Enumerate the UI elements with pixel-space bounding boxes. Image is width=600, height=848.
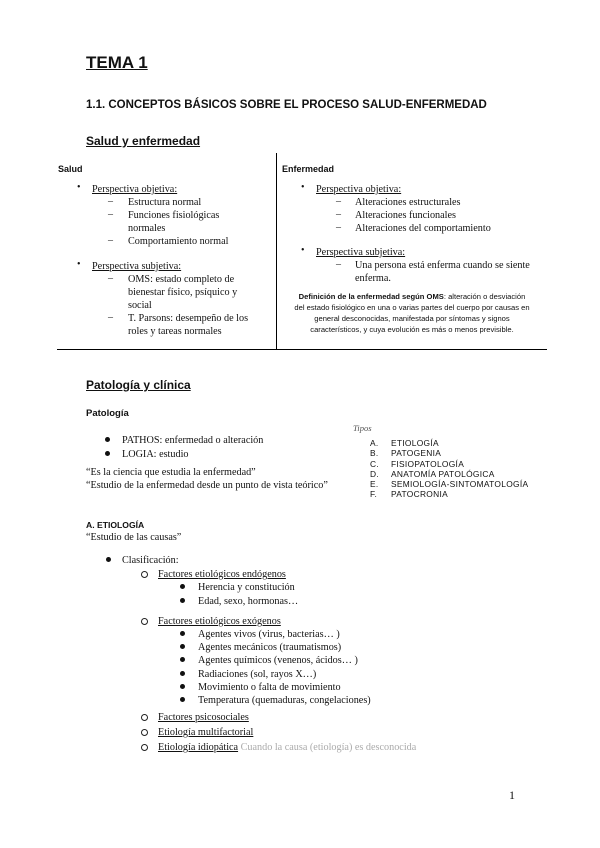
dash-icon: – (336, 222, 341, 233)
tipo-item: PATOGENIA (391, 448, 442, 459)
section-heading-1-1: 1.1. CONCEPTOS BÁSICOS SOBRE EL PROCESO SALUD-ENFERMEDAD (86, 99, 487, 111)
tipo-item: ETIOLOGÍA (391, 438, 439, 448)
definicion-line: del estado fisiológico en una o varias partes del cuerpo por causas en (294, 303, 530, 312)
dash-icon: – (108, 312, 113, 323)
page-title: TEMA 1 (86, 53, 148, 72)
tipo-letter: B. (370, 448, 379, 459)
dash-icon: – (336, 196, 341, 207)
etiologia-heading: A. ETIOLOGÍA (86, 520, 145, 530)
exogenos-item: Radiaciones (sol, rayos X…) (198, 669, 317, 680)
patologia-quote: “Estudio de la enfermedad desde un punto de vista teórico” (86, 480, 328, 491)
salud-label: Salud (58, 164, 83, 174)
bullet-icon: • (301, 245, 305, 256)
bullet-icon: • (77, 259, 81, 270)
filled-bullet-icon (105, 437, 110, 442)
filled-bullet-icon (106, 557, 111, 562)
hollow-bullet-icon (141, 744, 148, 751)
salud-enfermedad-heading: Salud y enfermedad (86, 134, 201, 148)
psicosociales-item: Factores psicosociales (158, 712, 249, 723)
hollow-bullet-icon (141, 618, 148, 625)
bullet-icon: • (77, 182, 81, 193)
enfermedad-subjetiva-item-cont: enferma. (355, 273, 391, 284)
endogenos-title: Factores etiológicos endógenos (158, 569, 286, 580)
dash-icon: – (108, 235, 113, 246)
salud-subjetiva-item-cont: bienestar físico, psíquico y (128, 287, 238, 298)
dash-icon: – (108, 196, 113, 207)
filled-bullet-icon (180, 598, 185, 603)
exogenos-item: Agentes vivos (virus, bacterias… ) (198, 629, 340, 640)
enfermedad-objetiva-item: Alteraciones del comportamiento (355, 223, 491, 234)
salud-subjetiva-item: OMS: estado completo de (128, 274, 235, 285)
tipos-label: Tipos (353, 423, 372, 433)
tipos-letters (370, 438, 379, 500)
etiologia-quote: “Estudio de las causas” (86, 532, 182, 543)
hollow-bullet-icon (141, 729, 148, 736)
definicion-line: general desconocidas, manifestada por síntomas y signos (314, 314, 510, 323)
filled-bullet-icon (180, 684, 185, 689)
tipo-letter: D. (370, 468, 379, 479)
dash-icon: – (108, 273, 113, 284)
enfermedad-subjetiva-item: Una persona está enferma cuando se siente (355, 260, 530, 271)
filled-bullet-icon (180, 644, 185, 649)
tipo-letter: E. (370, 479, 379, 490)
definicion-line: característicos, y cuya evolución es más o menos previsible. (310, 325, 514, 334)
filled-bullet-icon (180, 697, 185, 702)
exogenos-item: Temperatura (quemaduras, congelaciones) (198, 695, 371, 706)
definicion-line: : alteración o desviación (443, 292, 526, 301)
definicion-oms (281, 291, 543, 335)
clasificacion-label: Clasificación: (122, 555, 179, 566)
exogenos-item: Agentes mecánicos (traumatismos) (198, 642, 342, 653)
dash-icon: – (108, 209, 113, 220)
salud-objetiva-title: Perspectiva objetiva: (92, 184, 178, 195)
idiopatica-line (158, 741, 416, 754)
hollow-bullet-icon (141, 571, 148, 578)
filled-bullet-icon (180, 671, 185, 676)
tipo-item: SEMIOLOGÍA-SINTOMATOLOGÍA (391, 479, 529, 490)
patologia-clinica-heading: Patología y clínica (86, 378, 191, 392)
salud-subjetiva-item-cont: roles y tareas normales (128, 326, 222, 337)
salud-subjetiva-title: Perspectiva subjetiva: (92, 261, 182, 272)
salud-subjetiva-item: T. Parsons: desempeño de los (128, 313, 249, 324)
enfermedad-label: Enfermedad (282, 164, 335, 174)
patologia-subheading: Patología (86, 408, 129, 419)
idiopatica-note: Cuando la causa (etiología) es desconocida (238, 742, 417, 753)
tipo-letter: F. (370, 489, 378, 500)
dash-icon: – (336, 259, 341, 270)
filled-bullet-icon (180, 584, 185, 589)
patologia-quote: “Es la ciencia que estudia la enfermedad” (86, 467, 256, 478)
filled-bullet-icon (180, 631, 185, 636)
filled-bullet-icon (105, 451, 110, 456)
endogenos-item: Edad, sexo, hormonas… (198, 596, 299, 607)
exogenos-item: Agentes químicos (venenos, ácidos… ) (198, 655, 358, 666)
dash-icon: – (336, 209, 341, 220)
tipo-item: PATOCRONIA (391, 489, 448, 500)
tipos-list (391, 438, 528, 500)
exogenos-title: Factores etiológicos exógenos (158, 616, 281, 627)
enfermedad-objetiva-item: Alteraciones funcionales (355, 210, 456, 221)
table-bottom-rule (57, 349, 547, 350)
patologia-bullet: PATHOS: enfermedad o alteración (122, 435, 264, 446)
enfermedad-subjetiva-title: Perspectiva subjetiva: (316, 247, 406, 258)
definicion-bold: Definición de la enfermedad según (298, 292, 425, 301)
tipo-item: FISIOPATOLOGÍA (391, 458, 465, 469)
salud-subjetiva-item-cont: social (128, 300, 152, 311)
column-divider (276, 153, 277, 349)
tipo-letter: C. (370, 458, 379, 469)
patologia-bullet: LOGIA: estudio (122, 449, 189, 460)
salud-objetiva-item: Funciones fisiológicas (128, 210, 220, 221)
bullet-icon: • (301, 182, 305, 193)
enfermedad-objetiva-item: Alteraciones estructurales (355, 197, 461, 208)
page-number: 1 (509, 788, 515, 802)
tipo-item: ANATOMÍA PATOLÓGICA (391, 468, 495, 479)
idiopatica-item: Etiología idiopática (158, 742, 239, 753)
salud-objetiva-item-cont: normales (128, 223, 166, 234)
filled-bullet-icon (180, 657, 185, 662)
endogenos-item: Herencia y constitución (198, 582, 295, 593)
exogenos-item: Movimiento o falta de movimiento (198, 682, 341, 693)
definicion-oms-label: OMS (426, 292, 444, 301)
salud-objetiva-item: Comportamiento normal (128, 236, 229, 247)
enfermedad-objetiva-title: Perspectiva objetiva: (316, 184, 402, 195)
multifactorial-item: Etiología multifactorial (158, 727, 254, 738)
hollow-bullet-icon (141, 714, 148, 721)
tipo-letter: A. (370, 438, 379, 448)
salud-objetiva-item: Estructura normal (128, 197, 202, 208)
